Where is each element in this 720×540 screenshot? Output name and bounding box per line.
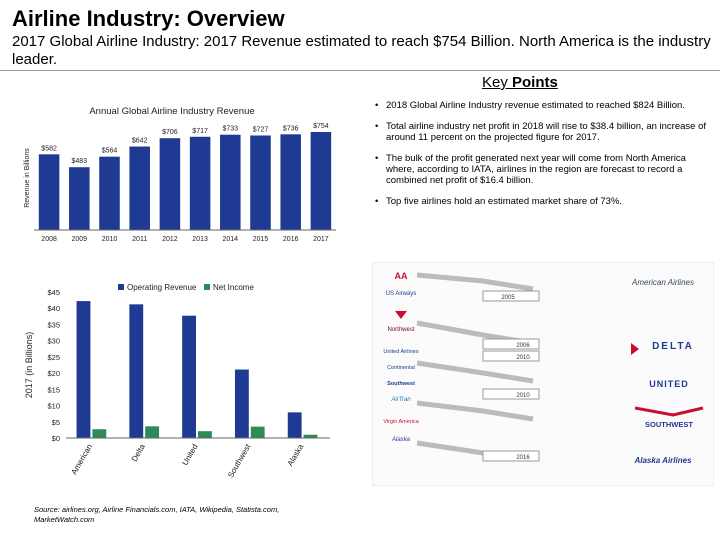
legend-swatch [118,284,124,290]
page-subtitle: 2017 Global Airline Industry: 2017 Revenue estimated to reach $754 Billion. North America is the industry leader. [12,33,711,68]
x-tick-label: Southwest [226,442,253,480]
revenue-bar [250,135,271,230]
legend-label: Net Income [213,283,254,292]
x-tick-label: Delta [129,442,147,464]
x-tick-label: 2016 [282,236,299,243]
year-box [483,451,539,461]
key-points-heading-prefix: Key [482,74,513,91]
net-income-bar [251,427,265,438]
operating-revenue-bar [182,316,196,438]
key-point-item: • The bulk of the profit generated next year will come from North America where, according to IATA, airlines in the region are forecast to record a combined net profit of $16.4 billion. [372,153,712,186]
revenue-bar [280,134,301,230]
revenue-chart [20,92,344,254]
x-tick-label: 2009 [71,236,88,243]
merger-connector-american [417,275,533,289]
airline-revenue-chart [20,262,360,534]
year-label: 2006 [516,343,530,349]
chart-title: Annual Global Airline Industry Revenue [89,106,255,117]
alaska-small-logo-icon: Alaska [391,437,411,443]
x-tick-label: 2011 [132,236,148,243]
net-income-bar [145,426,159,438]
revenue-bar [99,157,120,230]
bar-value-label: $582 [41,145,57,153]
operating-revenue-bar [129,304,143,438]
revenue-bar [160,138,181,230]
key-point-item: • Top five airlines hold an estimated market share of 73%. [372,196,712,207]
bar-value-label: $483 [71,158,88,166]
alaska-logo-icon: Alaska Airlines [634,456,692,465]
x-tick-label: 2012 [162,236,178,243]
year-label: 2016 [516,455,530,461]
y-tick-label: $0 [51,434,60,443]
x-tick-label: 2008 [41,236,57,243]
key-points-heading-bold: Points [512,74,558,91]
year-label: 2010 [516,393,530,399]
delta-widget-icon [631,343,639,355]
airline-merger-timeline [372,262,714,486]
header-divider [0,70,720,71]
airline-revenue-chart-svg [20,262,360,534]
year-box [483,339,539,349]
revenue-bar [220,135,241,230]
net-income-bar [92,429,106,438]
bar-value-label: $564 [101,147,118,155]
operating-revenue-bar [77,301,91,438]
united-globe-logo-icon: UNITED [649,379,689,389]
y-tick-label: $10 [47,401,60,411]
x-tick-label: United [180,442,200,468]
y-tick-label: $5 [51,417,60,427]
key-point-item: • Total airline industry net profit in 2018 will rise to $38.4 billion, an increase of around 11 percent on the projected figure for 2017. [372,121,712,143]
airline-merger-timeline-svg [373,263,713,485]
net-income-bar [198,431,212,438]
y-tick-label: $30 [47,336,60,346]
x-tick-label: 2013 [192,236,208,243]
legend-swatch [204,284,210,290]
bar-value-label: $736 [282,125,299,133]
revenue-chart-svg [20,92,344,254]
key-points-list [372,100,712,217]
southwest-heart-logo-icon: SOUTHWEST [645,420,693,429]
y-tick-label: $40 [47,304,60,314]
key-points-heading [482,74,558,91]
us-airways-logo-icon: US Airways [385,291,417,297]
delta-logo-icon: DELTA [652,341,694,352]
bar-value-label: $642 [131,137,148,145]
united-logo-icon: United Airlines [383,349,419,355]
x-tick-label: 2014 [222,236,239,243]
operating-revenue-bar [288,412,302,438]
year-box [483,389,539,399]
aa-logo-icon: AA [394,271,408,281]
x-tick-label: American [69,442,95,477]
revenue-bar [69,167,90,230]
legend-label: Operating Revenue [127,283,197,292]
bar-value-label: $727 [252,126,269,134]
southwest-logo-icon: Southwest [387,381,415,387]
y-tick-label: $35 [47,320,60,330]
revenue-bar [39,154,60,230]
northwest-logo-icon: Northwest [387,327,415,333]
y-axis-label: Revenue in Billions [24,148,31,208]
key-point-item: • 2018 Global Airline Industry revenue estimated to reached $824 Billion. [372,100,712,111]
virgin-america-logo-icon: Virgin America [383,419,419,425]
revenue-bar [311,132,332,230]
delta-triangle-icon [395,311,407,319]
year-label: 2010 [516,355,530,361]
revenue-bar [129,147,150,230]
y-tick-label: $15 [47,385,60,395]
bar-value-label: $706 [162,129,178,137]
american-airlines-logo-icon: American Airlines [632,278,694,287]
merger-connector-united [417,363,533,381]
year-box [483,351,539,361]
x-tick-label: 2010 [101,236,118,243]
revenue-bar [190,137,211,230]
y-axis-label: 2017 (in Billions) [24,331,34,399]
y-tick-label: $45 [47,288,60,297]
y-tick-label: $20 [47,369,60,379]
continental-logo-icon: Continental [387,365,415,371]
bar-value-label: $717 [192,127,208,135]
year-label: 2005 [501,295,515,301]
x-tick-label: 2015 [252,236,269,243]
bar-value-label: $733 [222,125,239,133]
merger-connector-southwest [417,403,533,419]
bar-value-label: $754 [313,122,329,130]
operating-revenue-bar [235,370,249,438]
source-note: Source: airlines.org, Airline Financials.com, IATA, Wikipedia, Statista.com, MarketWatch.com [34,505,280,524]
page-title: Airline Industry: Overview [12,6,285,31]
x-tick-label: 2017 [313,236,329,243]
airtran-logo-icon: AirTran [391,397,411,403]
y-tick-label: $25 [47,352,60,362]
x-tick-label: Alaska [285,442,306,468]
southwest-plane-icon [635,408,703,415]
